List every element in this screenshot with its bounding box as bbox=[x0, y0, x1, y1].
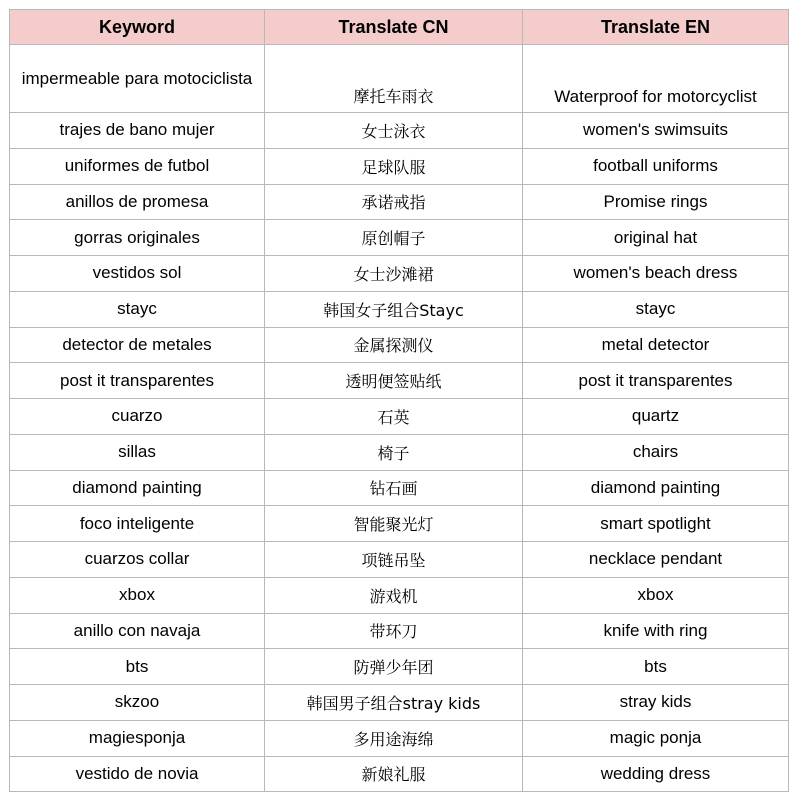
translate-cn-cell[interactable]: 足球队服 bbox=[265, 148, 523, 184]
table-row bbox=[10, 685, 789, 721]
table-row bbox=[10, 506, 789, 542]
keyword-cell[interactable]: detector de metales bbox=[10, 327, 265, 363]
translate-cn-cell[interactable]: 摩托车雨衣 bbox=[265, 45, 523, 113]
translate-en-cell[interactable]: football uniforms bbox=[523, 148, 789, 184]
keyword-cell[interactable]: post it transparentes bbox=[10, 363, 265, 399]
header-translate-cn[interactable]: Translate CN bbox=[265, 10, 523, 45]
translate-en-cell[interactable]: Promise rings bbox=[523, 184, 789, 220]
translate-en-cell[interactable]: quartz bbox=[523, 399, 789, 435]
translate-cn-cell[interactable]: 女士泳衣 bbox=[265, 113, 523, 149]
keyword-cell[interactable]: uniformes de futbol bbox=[10, 148, 265, 184]
keyword-cell[interactable]: trajes de bano mujer bbox=[10, 113, 265, 149]
header-translate-en[interactable]: Translate EN bbox=[523, 10, 789, 45]
table-row bbox=[10, 220, 789, 256]
table-row bbox=[10, 720, 789, 756]
translate-cn-cell[interactable]: 金属探测仪 bbox=[265, 327, 523, 363]
translate-en-cell[interactable]: smart spotlight bbox=[523, 506, 789, 542]
keyword-translation-table bbox=[9, 9, 789, 792]
translate-cn-cell[interactable]: 椅子 bbox=[265, 434, 523, 470]
translate-en-cell[interactable]: chairs bbox=[523, 434, 789, 470]
table-row bbox=[10, 256, 789, 292]
translate-cn-cell[interactable]: 带环刀 bbox=[265, 613, 523, 649]
translate-en-cell[interactable]: stayc bbox=[523, 291, 789, 327]
translate-en-cell[interactable]: post it transparentes bbox=[523, 363, 789, 399]
table-row bbox=[10, 327, 789, 363]
translate-cn-cell[interactable]: 多用途海绵 bbox=[265, 720, 523, 756]
translate-en-cell[interactable]: Waterproof for motorcyclist bbox=[523, 45, 789, 113]
translate-en-cell[interactable]: xbox bbox=[523, 577, 789, 613]
translate-en-cell[interactable]: magic ponja bbox=[523, 720, 789, 756]
keyword-cell[interactable]: magiesponja bbox=[10, 720, 265, 756]
translate-en-cell[interactable]: women's swimsuits bbox=[523, 113, 789, 149]
table-row bbox=[10, 113, 789, 149]
translate-en-cell[interactable]: women's beach dress bbox=[523, 256, 789, 292]
translate-cn-cell[interactable]: 韩国女子组合Stayc bbox=[265, 291, 523, 327]
keyword-cell[interactable]: cuarzos collar bbox=[10, 542, 265, 578]
table-row bbox=[10, 363, 789, 399]
translate-en-cell[interactable]: necklace pendant bbox=[523, 542, 789, 578]
translate-cn-cell[interactable]: 原创帽子 bbox=[265, 220, 523, 256]
keyword-cell[interactable]: cuarzo bbox=[10, 399, 265, 435]
translate-cn-cell[interactable]: 石英 bbox=[265, 399, 523, 435]
table-row bbox=[10, 756, 789, 792]
keyword-cell[interactable]: xbox bbox=[10, 577, 265, 613]
table-body bbox=[10, 45, 789, 792]
table-row bbox=[10, 577, 789, 613]
keyword-cell[interactable]: gorras originales bbox=[10, 220, 265, 256]
table-header bbox=[10, 10, 789, 45]
table-row bbox=[10, 470, 789, 506]
table-row bbox=[10, 399, 789, 435]
keyword-cell[interactable]: anillo con navaja bbox=[10, 613, 265, 649]
keyword-cell[interactable]: diamond painting bbox=[10, 470, 265, 506]
table-row bbox=[10, 148, 789, 184]
table-row bbox=[10, 649, 789, 685]
translate-cn-cell[interactable]: 韩国男子组合stray kids bbox=[265, 685, 523, 721]
translate-cn-cell[interactable]: 防弹少年团 bbox=[265, 649, 523, 685]
keyword-cell[interactable]: stayc bbox=[10, 291, 265, 327]
translate-cn-cell[interactable]: 游戏机 bbox=[265, 577, 523, 613]
keyword-translation-sheet bbox=[9, 9, 789, 792]
table-row bbox=[10, 613, 789, 649]
keyword-cell[interactable]: skzoo bbox=[10, 685, 265, 721]
table-row bbox=[10, 434, 789, 470]
keyword-cell[interactable]: sillas bbox=[10, 434, 265, 470]
keyword-cell[interactable]: foco inteligente bbox=[10, 506, 265, 542]
translate-en-cell[interactable]: wedding dress bbox=[523, 756, 789, 792]
translate-en-cell[interactable]: stray kids bbox=[523, 685, 789, 721]
table-row bbox=[10, 291, 789, 327]
translate-cn-cell[interactable]: 钻石画 bbox=[265, 470, 523, 506]
translate-cn-cell[interactable]: 新娘礼服 bbox=[265, 756, 523, 792]
keyword-cell[interactable]: impermeable para motociclista bbox=[10, 45, 265, 113]
translate-en-cell[interactable]: original hat bbox=[523, 220, 789, 256]
keyword-cell[interactable]: vestidos sol bbox=[10, 256, 265, 292]
translate-cn-cell[interactable]: 透明便签贴纸 bbox=[265, 363, 523, 399]
translate-en-cell[interactable]: bts bbox=[523, 649, 789, 685]
header-keyword[interactable]: Keyword bbox=[10, 10, 265, 45]
translate-en-cell[interactable]: knife with ring bbox=[523, 613, 789, 649]
translate-en-cell[interactable]: metal detector bbox=[523, 327, 789, 363]
table-row bbox=[10, 45, 789, 113]
translate-cn-cell[interactable]: 智能聚光灯 bbox=[265, 506, 523, 542]
keyword-cell[interactable]: bts bbox=[10, 649, 265, 685]
table-row bbox=[10, 542, 789, 578]
table-row bbox=[10, 184, 789, 220]
translate-cn-cell[interactable]: 承诺戒指 bbox=[265, 184, 523, 220]
keyword-cell[interactable]: anillos de promesa bbox=[10, 184, 265, 220]
translate-cn-cell[interactable]: 项链吊坠 bbox=[265, 542, 523, 578]
keyword-cell[interactable]: vestido de novia bbox=[10, 756, 265, 792]
translate-en-cell[interactable]: diamond painting bbox=[523, 470, 789, 506]
header-row bbox=[10, 10, 789, 45]
translate-cn-cell[interactable]: 女士沙滩裙 bbox=[265, 256, 523, 292]
